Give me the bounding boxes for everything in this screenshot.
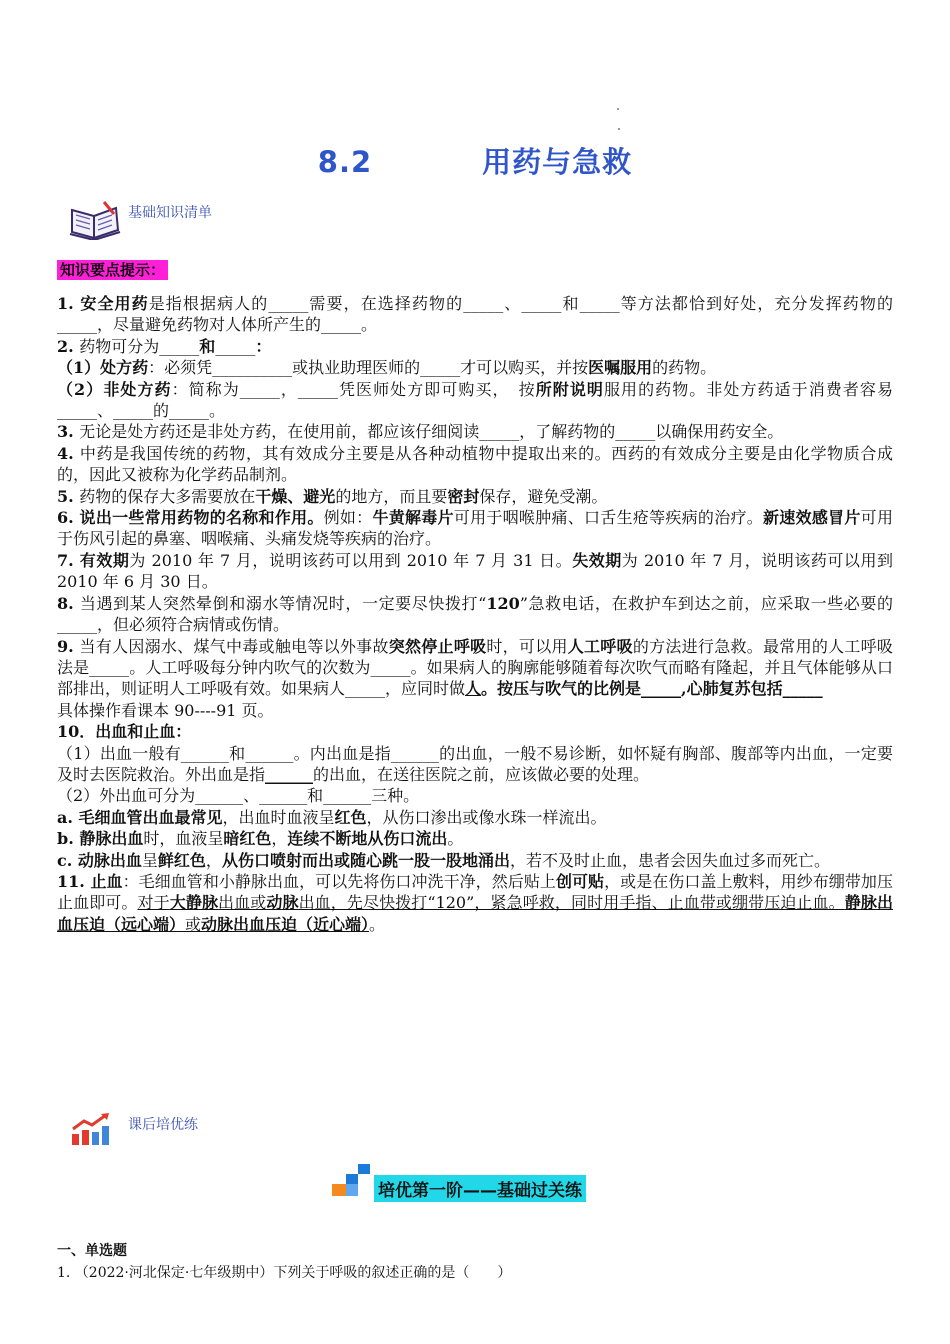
text-segment: b. 静脉出血 bbox=[57, 829, 144, 849]
text-segment: 10．出血和止血： bbox=[57, 722, 192, 742]
text-segment: 时，血液呈 bbox=[143, 829, 224, 849]
text-segment: 对于 bbox=[137, 893, 170, 913]
text-segment: ，出血时血液呈 bbox=[222, 807, 335, 827]
text-segment: 保存，避免受潮。 bbox=[479, 486, 608, 506]
text-segment: 。 bbox=[369, 914, 386, 934]
knowledge-paragraph bbox=[57, 807, 893, 828]
knowledge-paragraph bbox=[57, 785, 893, 806]
key-points-title: 知识要点提示： bbox=[57, 260, 168, 280]
knowledge-paragraph bbox=[57, 636, 893, 700]
knowledge-paragraph bbox=[57, 357, 893, 378]
knowledge-paragraph bbox=[57, 871, 893, 935]
text-segment: 当有人因溺水、煤气中毒或触电等以外事故 bbox=[79, 636, 389, 656]
text-segment: 医嘱服用 bbox=[588, 358, 653, 378]
text-segment: 人工呼吸 bbox=[567, 636, 633, 656]
text-segment: 失效期 bbox=[572, 550, 622, 570]
text-segment: ， bbox=[205, 850, 222, 870]
text-segment: 服用的药物。非处方药适于消费者容易_____、_____的_____。 bbox=[57, 379, 893, 421]
knowledge-paragraph bbox=[57, 743, 893, 786]
knowledge-paragraph bbox=[57, 828, 893, 849]
text-segment: 的药物。 bbox=[652, 358, 717, 378]
steps-icon bbox=[330, 1162, 372, 1202]
knowledge-paragraph bbox=[57, 293, 893, 336]
text-segment: （1）处方药 bbox=[57, 358, 149, 378]
knowledge-paragraph bbox=[57, 507, 893, 550]
text-segment: 新速效感冒片 bbox=[763, 508, 861, 528]
knowledge-points bbox=[57, 293, 893, 935]
text-segment: 是指根据病人的_____需要，在选择药物的_____、_____和_____等方法都恰到好处，充分发挥药物的_____，尽量避免药物对人体所产生的_____。 bbox=[57, 294, 893, 335]
text-segment: 突然停止呼吸 bbox=[388, 636, 487, 656]
text-segment: 人 bbox=[465, 679, 482, 699]
text-segment: 无论是处方药还是非处方药，在使用前，都应该仔细阅读_____，了解药物的_____以确保用药安全。 bbox=[79, 422, 784, 442]
text-segment: 1. 安全用药 bbox=[57, 294, 149, 313]
text-segment: 可用于咽喉肿痛、口舌生疮等疾病的治疗。 bbox=[453, 508, 764, 528]
knowledge-paragraph bbox=[57, 721, 893, 742]
text-segment: 连续不断地从伤口流出 bbox=[287, 829, 448, 849]
text-segment: 6. 说出一些常用药物的名称和作用。 bbox=[57, 508, 324, 528]
text-segment: 红色 bbox=[334, 807, 367, 827]
text-segment: 所附说明 bbox=[535, 379, 604, 399]
text-segment: 大静脉 bbox=[169, 893, 219, 913]
text-segment: ______ bbox=[265, 764, 314, 784]
text-segment: c. 动脉出血 bbox=[57, 850, 142, 870]
text-segment: 的方法进行急救。最常用的人工呼吸法是_____。人工呼吸每分钟内吹气的次数为_____。如果病人的胸廓能够随着每次吹气而略有隆起，并且气体能够从口部排出，则证明人工呼吸有效。如果病人_____，应同时做 bbox=[57, 636, 893, 699]
text-segment: 干燥、避光 bbox=[255, 486, 336, 506]
text-segment: （1）出血一般有______和______。内出血是指______的出血，一般不易诊断，如怀疑有胸部、腹部等内出血，一定要及时去医院救治。外出血是指 bbox=[57, 743, 893, 784]
question-item: 1. （2022·河北保定·七年级期中）下列关于呼吸的叙述正确的是（ ） bbox=[57, 1265, 512, 1281]
text-segment: 药物的保存大多需要放在 bbox=[79, 486, 256, 506]
text-segment: 鲜红色 bbox=[157, 850, 206, 870]
knowledge-paragraph bbox=[57, 336, 893, 357]
level-banner bbox=[330, 1162, 586, 1202]
text-segment: 可用于伤风引起的鼻塞、咽喉痛、头痛发烧等疾病的治疗。 bbox=[57, 508, 893, 549]
text-segment: 出血，先尽快拨打“120”，紧急呼救，同时用手指、止血带或绷带压迫止血。 bbox=[298, 893, 845, 913]
text-segment: 2. bbox=[57, 336, 80, 356]
text-segment: 暗红色 bbox=[223, 829, 272, 849]
knowledge-paragraph bbox=[57, 593, 893, 636]
knowledge-paragraph bbox=[57, 850, 893, 871]
text-segment: 120 bbox=[486, 593, 520, 613]
scan-dot bbox=[618, 128, 620, 130]
text-segment: 和 bbox=[199, 336, 216, 356]
text-segment: 创可贴 bbox=[555, 871, 605, 891]
text-segment: 为 2010 年 7 月，说明该药可以用到 2010 年 7 月 31 日。 bbox=[129, 550, 573, 570]
text-segment: 的出血，在送往医院之前，应该做必要的处理。 bbox=[313, 764, 650, 784]
text-segment: 例如： bbox=[323, 508, 373, 528]
text-segment: ：必须凭__________或执业助理医师的_____才可以购买，并按 bbox=[148, 358, 589, 378]
text-segment: 具体操作看课本 90----91 页。 bbox=[57, 700, 274, 720]
text-segment: （2）外出血可分为______、______和______三种。 bbox=[57, 786, 420, 806]
text-segment: 动脉出血压迫（近心端） bbox=[201, 914, 370, 934]
text-segment: ”急救电话，在救护车到达之前，应采取一些必要的_____，但必须符合病情或伤情。 bbox=[57, 593, 893, 635]
text-segment: 中药是我国传统的药物，其有效成分主要是从各种动植物中提取出来的。西药的有效成分主要是由化学物质合成的，因此又被称为化学药品制剂。 bbox=[57, 443, 893, 485]
banner-label: 培优第一阶——基础过关练 bbox=[374, 1175, 586, 1202]
text-segment: 出血或 bbox=[218, 893, 267, 913]
knowledge-paragraph bbox=[57, 443, 893, 486]
text-segment: 当遇到某人突然晕倒和溺水等情况时，一定要尽快拨打“ bbox=[79, 593, 487, 613]
text-segment: ，若不及时止血，患者会因失血过多而死亡。 bbox=[509, 850, 830, 870]
text-segment: 7. 有效期 bbox=[57, 550, 130, 570]
text-segment: 11. 止血 bbox=[57, 871, 123, 891]
text-segment: 动脉 bbox=[266, 893, 299, 913]
text-segment: 从伤口喷射而出或随心跳一股一股地涌出 bbox=[221, 850, 510, 870]
text-segment: 或 bbox=[185, 914, 202, 934]
text-segment: 时，可以用 bbox=[486, 636, 568, 656]
text-segment: 为 2010 年 7 月，说明该药可以用到 2010 年 6 月 30 日。 bbox=[57, 550, 893, 592]
text-segment: ：毛细血管和小静脉出血，可以先将伤口冲洗干净，然后贴上 bbox=[122, 871, 556, 891]
text-segment: 药物可分为_____ bbox=[79, 336, 200, 356]
text-segment: ： bbox=[255, 336, 272, 356]
knowledge-paragraph bbox=[57, 421, 893, 442]
knowledge-paragraph bbox=[57, 700, 893, 721]
chart-icon bbox=[70, 1112, 114, 1150]
section-label: 基础知识清单 bbox=[128, 205, 212, 221]
knowledge-paragraph bbox=[57, 486, 893, 507]
text-segment: _____ bbox=[215, 336, 256, 356]
section-basic-knowledge bbox=[68, 200, 212, 244]
text-segment: ，或是在伤口盖上敷料，用纱布绷带加压止血即可。 bbox=[57, 871, 893, 913]
text-segment: 9. bbox=[57, 636, 80, 656]
text-segment: 牛黄解毒片 bbox=[372, 508, 454, 528]
text-segment: 密封 bbox=[447, 486, 480, 506]
scan-dot bbox=[617, 108, 619, 110]
page-title bbox=[0, 140, 950, 181]
text-segment: a. 毛细血管出血最常见 bbox=[57, 807, 223, 827]
text-segment: 。 bbox=[447, 829, 464, 849]
text-segment: 4. bbox=[57, 443, 80, 463]
text-segment: ：简称为_____，_____凭医师处方即可购买， 按 bbox=[171, 379, 536, 399]
section-after-class bbox=[70, 1112, 198, 1150]
knowledge-paragraph bbox=[57, 550, 893, 593]
text-segment: 静脉出血压迫（远心端） bbox=[57, 893, 893, 934]
text-segment: 。按压与吹气的比例是_____,心肺复苏包括_____ bbox=[481, 679, 823, 699]
text-segment: 5. bbox=[57, 486, 80, 506]
text-segment: ，从伤口渗出或像水珠一样流出。 bbox=[366, 807, 607, 827]
text-segment: 8. bbox=[57, 593, 80, 613]
knowledge-paragraph bbox=[57, 379, 893, 422]
text-segment: 呈 bbox=[141, 850, 158, 870]
text-segment: 的地方，而且要 bbox=[335, 486, 448, 506]
text-segment: ， bbox=[271, 829, 288, 849]
text-segment: （2）非处方药 bbox=[57, 379, 172, 399]
text-segment: 3. bbox=[57, 422, 80, 442]
section-label: 课后培优练 bbox=[128, 1117, 198, 1133]
question-section-title: 一、单选题 bbox=[57, 1243, 127, 1259]
title-number: 8.2 bbox=[317, 145, 373, 179]
title-text: 用药与急救 bbox=[482, 145, 633, 179]
book-icon bbox=[68, 200, 122, 244]
